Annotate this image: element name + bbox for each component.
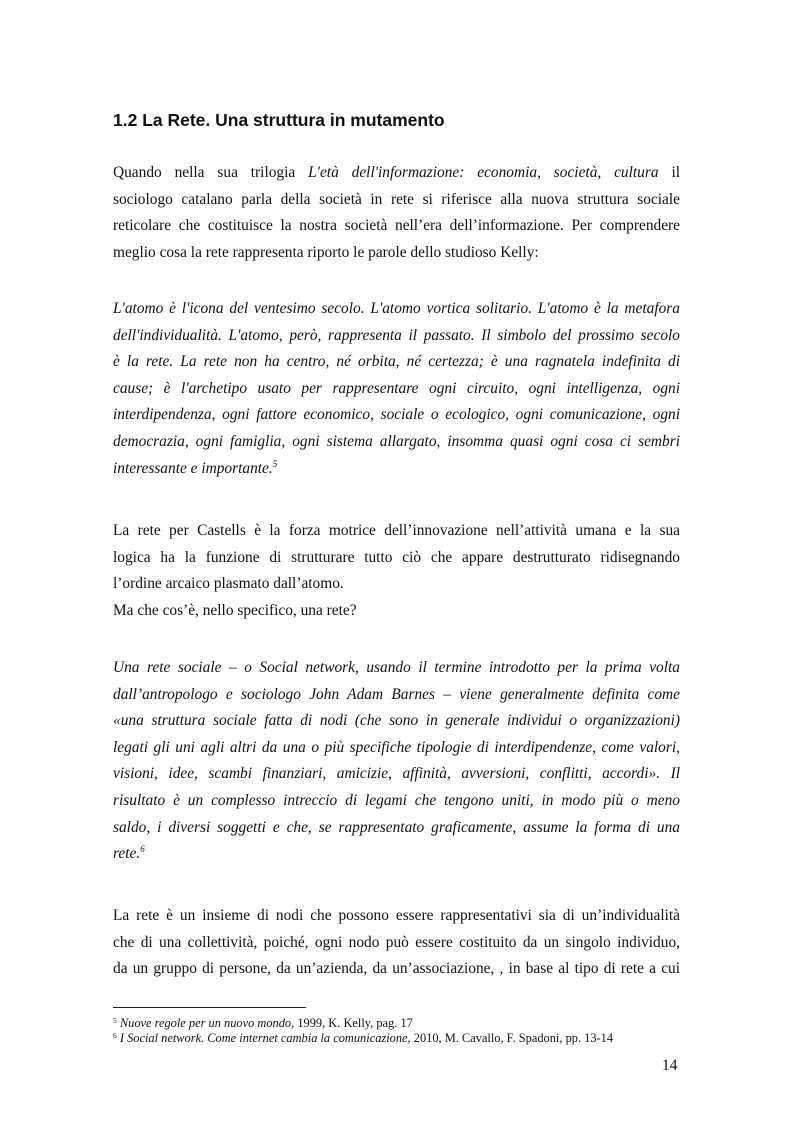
- footnote-ref-5[interactable]: 5: [272, 458, 278, 469]
- body-line: La rete per Castells è la forza motrice dell’innovazione nell’attività umana e la sua: [113, 522, 680, 539]
- page-number: 14: [662, 1057, 678, 1074]
- quote-line: Una rete sociale – o Social network, usando il termine introdotto per la prima volta: [113, 659, 680, 676]
- quote-line: è la rete. La rete non ha centro, né orbita, né certezza; è una ragnatela indefinita di: [113, 353, 680, 371]
- footnote-5: $^5$ Nuove regole per un nuovo mondo, 1999, K. Kelly, pag. 17: [113, 1016, 413, 1030]
- body-line: da un gruppo di persone, da un’azienda, da un’associazione, , in base al tipo di rete a cui: [113, 960, 680, 978]
- quote-line: legati gli uni agli altri da una o più specifiche tipologie di interdipendenze, come valori,: [113, 738, 680, 756]
- intro-line-3: reticolare che costituisce la nostra società nell’era dell’informazione. Per comprendere: [113, 217, 680, 235]
- footnote-6: $^6$ I Social network. Come internet cambia la comunicazione, 2010, M. Cavallo, F. Spadoni, pp. 13-14: [113, 1031, 614, 1045]
- footnote-title: I Social network. Come internet cambia la comunicazione: [119, 1031, 408, 1045]
- footnote-ref-6[interactable]: 6: [140, 844, 145, 855]
- quote-line: visioni, idee, scambi finanziari, amicizie, affinità, avversioni, conflitti, accordi». Il: [113, 765, 680, 783]
- quote-line: L'atomo è l'icona del ventesimo secolo. L'atomo vortica solitario. L'atomo è la metafora: [113, 300, 680, 317]
- quote-line: dall’antropologo e sociologo John Adam Barnes – viene generalmente definita come: [113, 685, 680, 703]
- quote-line: cause; è l'archetipo usato per rappresentare ogni circuito, ogni intelligenza, ogni: [113, 379, 680, 397]
- intro-line-4: meglio cosa la rete rappresenta riporto le parole dello studioso Kelly:: [113, 243, 539, 261]
- question-line: Ma che cos’è, nello specifico, una rete?: [113, 601, 357, 619]
- quote-line: rete.$^6$: [113, 844, 145, 863]
- body-line: l’ordine arcaico plasmato dall’atomo.: [113, 575, 344, 593]
- intro-paragraph: [113, 160, 680, 266]
- quote-line: democrazia, ogni famiglia, ogni sistema allargato, insomma quasi ogni cosa ci sembri: [113, 432, 680, 450]
- footnote-divider: [113, 1007, 306, 1008]
- body-line: logica ha la funzione di strutturare tutto ciò che appare destrutturato ridisegnando: [113, 548, 680, 566]
- quote-line: saldo, i diversi soggetti e che, se rappresentato graficamente, assume la forma di una: [113, 818, 680, 836]
- castells-paragraph: [113, 518, 680, 624]
- quote-line: «una struttura sociale fatta di nodi (che sono in generale individui o organizzazioni): [113, 712, 680, 730]
- quote-line: risultato è un complesso intreccio di legami che tengono uniti, in modo più o meno: [113, 791, 680, 809]
- section-heading: 1.2 La Rete. Una struttura in mutamento: [113, 110, 445, 130]
- kelly-quote: [113, 296, 680, 482]
- quote-line: dell'individualità. L'atomo, però, rappresenta il passato. Il simbolo del prossimo secolo: [113, 326, 680, 344]
- intro-line-1: Quando nella sua trilogia L'età dell'informazione: economia, società, cultura il: [113, 164, 681, 181]
- barnes-quote: [113, 655, 680, 868]
- body-line: che di una collettività, poiché, ogni nodo può essere costituito da un singolo individuo,: [113, 933, 680, 951]
- footnote-title: Nuove regole per un nuovo mondo: [119, 1016, 292, 1030]
- network-paragraph: [113, 903, 680, 983]
- body-line: La rete è un insieme di nodi che possono essere rappresentativi sia di un’individualità: [113, 907, 680, 924]
- intro-line-2: sociologo catalano parla della società in rete si riferisce alla nuova struttura sociale: [113, 190, 680, 208]
- quote-line: interdipendenza, ogni fattore economico, sociale o ecologico, ogni comunicazione, ogni: [113, 406, 680, 424]
- book-title: L'età dell'informazione: economia, società, cultura: [308, 164, 659, 181]
- quote-line: interessante e importante.$^5$: [113, 458, 278, 477]
